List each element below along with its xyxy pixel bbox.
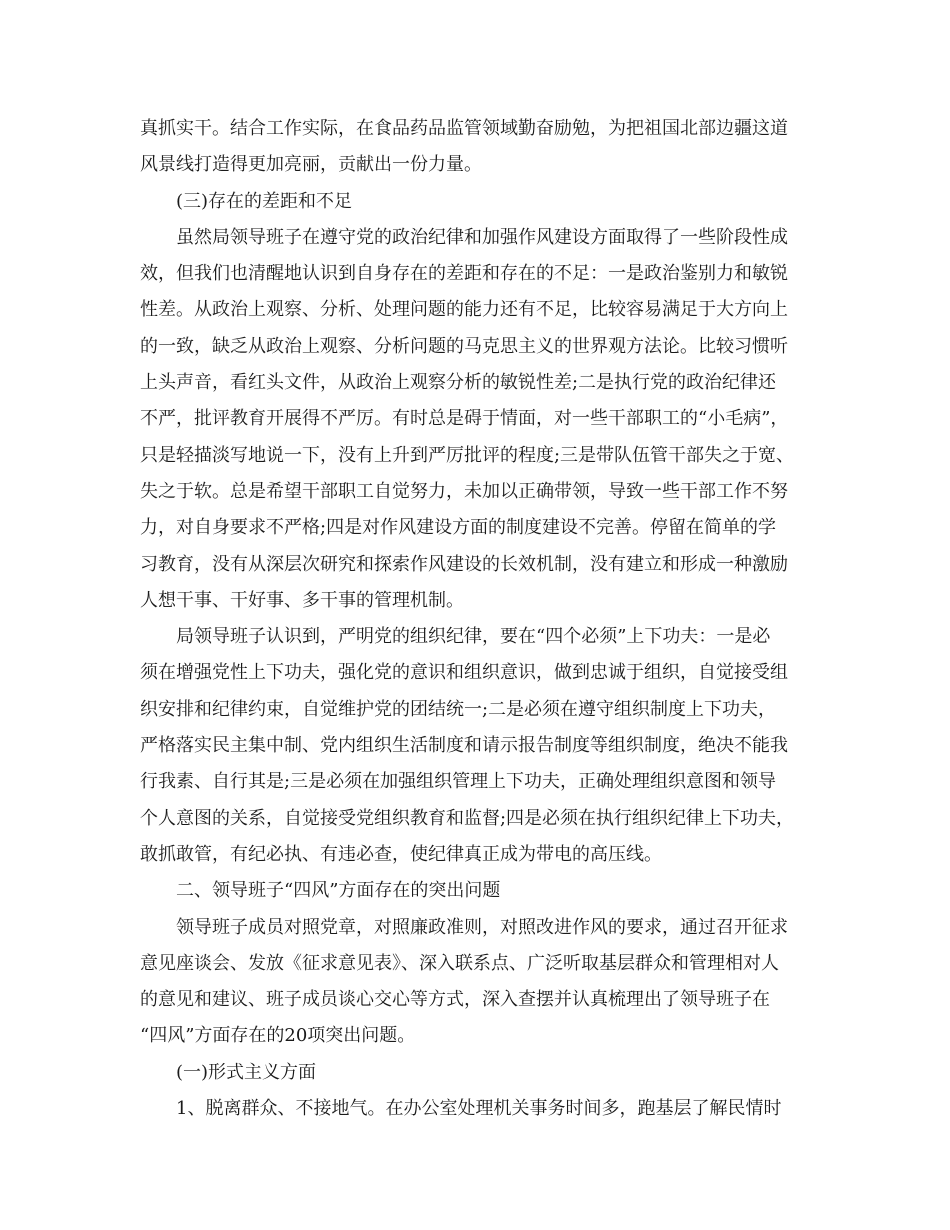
text-line: 虽然局领导班子在遵守党的政治纪律和加强作风建设方面取得了一些阶段性成 xyxy=(176,226,788,248)
text-line: 领导班子成员对照党章，对照廉政准则，对照改进作风的要求，通过召开征求 xyxy=(176,916,788,938)
text-line: 行我素、自行其是;三是必须在加强组织管理上下功夫，正确处理组织意图和领导 xyxy=(140,771,777,793)
text-line: 二、领导班子“四风”方面存在的突出问题 xyxy=(176,880,501,902)
text-line: 上头声音，看红头文件，从政治上观察分析的敏锐性差;二是执行党的政治纪律还 xyxy=(140,372,777,394)
text-line: 意见座谈会、发放《征求意见表》、深入联系点、广泛听取基层群众和管理相对人 xyxy=(140,952,779,974)
text-line: 性差。从政治上观察、分析、处理问题的能力还有不足，比较容易满足于大方向上 xyxy=(140,299,788,321)
text-line: “四风”方面存在的20项突出问题。 xyxy=(140,1025,416,1047)
text-line: 的意见和建议、班子成员谈心交心等方式，深入查摆并认真梳理出了领导班子在 xyxy=(140,989,770,1011)
text-line: 风景线打造得更加亮丽，贡献出一份力量。 xyxy=(140,154,482,176)
text-line: 人想干事、干好事、多干事的管理机制。 xyxy=(140,589,464,611)
text-line: 严格落实民主集中制、党内组织生活制度和请示报告制度等组织制度，绝决不能我 xyxy=(140,735,788,757)
text-line: 不严，批评教育开展得不严厉。有时总是碍于情面，对一些干部职工的“小毛病”， xyxy=(140,408,789,430)
text-line: 效，但我们也清醒地认识到自身存在的差距和存在的不足：一是政治鉴别力和敏锐 xyxy=(140,263,788,285)
text-line: (三)存在的差距和不足 xyxy=(176,190,353,212)
text-line: 真抓实干。结合工作实际，在食品药品监管领域勤奋励勉，为把祖国北部边疆这道 xyxy=(140,118,788,139)
text-line: 须在增强党性上下功夫，强化党的意识和组织意识，做到忠诚于组织，自觉接受组 xyxy=(140,662,788,684)
text-line: 失之于软。总是希望干部职工自觉努力，未加以正确带领，导致一些干部工作不努 xyxy=(140,480,788,502)
text-line: 力，对自身要求不严格;四是对作风建设方面的制度建设不完善。停留在简单的学 xyxy=(140,517,777,539)
text-line: 敢抓敢管，有纪必执、有违必查，使纪律真正成为带电的高压线。 xyxy=(140,843,662,865)
text-line: 只是轻描淡写地说一下，没有上升到严厉批评的程度;三是带队伍管干部失之于宽、 xyxy=(140,444,795,466)
text-line: 织安排和纪律约束，自觉维护党的团结统一;二是必须在遵守组织制度上下功夫， xyxy=(140,698,777,720)
text-line: 习教育，没有从深层次研究和探索作风建设的长效机制，没有建立和形成一种激励 xyxy=(140,553,788,575)
text-line: 个人意图的关系，自觉接受党组织教育和监督;四是必须在执行组织纪律上下功夫， xyxy=(140,807,795,829)
text-line: 的一致，缺乏从政治上观察、分析问题的马克思主义的世界观方法论。比较习惯听 xyxy=(140,335,788,357)
text-line: (一)形式主义方面 xyxy=(176,1061,317,1083)
document-body xyxy=(140,111,820,1127)
text-line: 1、脱离群众、不接地气。在办公室处理机关事务时间多，跑基层了解民情时 xyxy=(176,1098,782,1120)
text-line: 局领导班子认识到，严明党的组织纪律，要在“四个必须”上下功夫：一是必 xyxy=(176,626,771,648)
